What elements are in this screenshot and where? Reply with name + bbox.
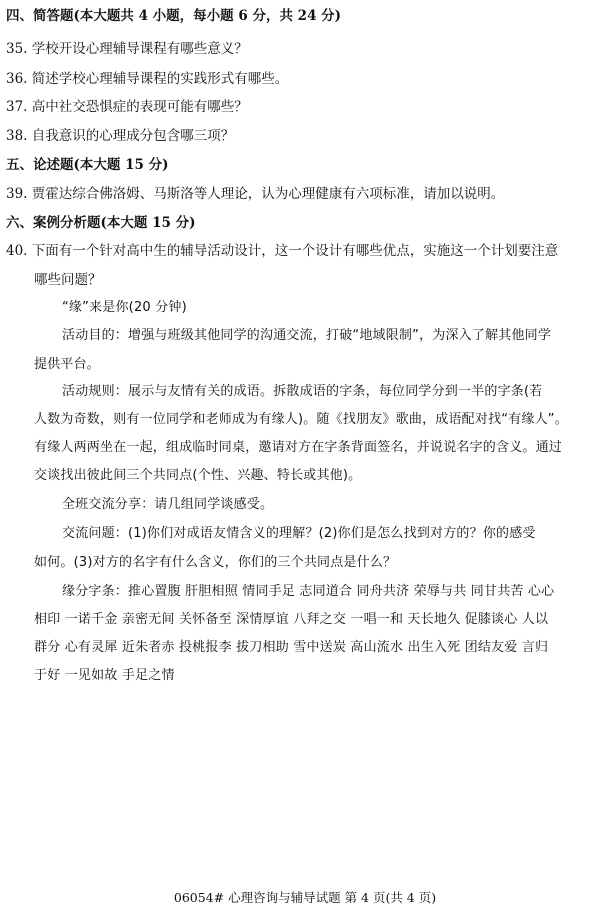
section-heading-short-answer: 四、简答题(本大题共 4 小题，每小题 6 分，共 24 分) xyxy=(6,8,342,24)
activity-title: “缘”来是你(20 分钟) xyxy=(62,300,187,315)
case-line: 交谈找出彼此间三个共同点(个性、兴趣、特长或其他)。 xyxy=(34,468,362,483)
case-line: 群分 心有灵犀 近朱者赤 投桃报李 拔刀相助 雪中送炭 高山流水 出生入死 团结友爱 言归 xyxy=(34,640,549,655)
case-line: 相印 一诺千金 亲密无间 关怀备至 深情厚谊 八拜之交 一唱一和 天长地久 促膝谈心 人以 xyxy=(34,612,549,627)
question-36: 36. 简述学校心理辅导课程的实践形式有哪些。 xyxy=(6,71,289,87)
section-heading-case: 六、案例分析题(本大题 15 分) xyxy=(6,215,196,231)
case-line: 有缘人两两坐在一起，组成临时同桌，邀请对方在字条背面签名，并说说名字的含义。通过 xyxy=(34,440,563,455)
case-line: 交流问题：(1)你们对成语友情含义的理解？(2)你们是怎么找到对方的？你的感受 xyxy=(62,526,536,541)
case-line: 全班交流分享：请几组同学谈感受。 xyxy=(62,497,274,512)
question-37: 37. 高中社交恐惧症的表现可能有哪些？ xyxy=(6,99,248,115)
question-40-line-1: 40. 下面有一个针对高中生的辅导活动设计，这一个设计有哪些优点，实施这一个计划要注意 xyxy=(6,243,559,259)
question-38: 38. 自我意识的心理成分包含哪三项？ xyxy=(6,128,235,144)
case-line: 如何。(3)对方的名字有什么含义，你们的三个共同点是什么？ xyxy=(34,555,397,570)
case-line: 于好 一见如故 手足之情 xyxy=(34,668,175,683)
case-line: 活动规则：展示与友情有关的成语。拆散成语的字条，每位同学分到一半的字条(若 xyxy=(62,384,543,399)
case-line: 缘分字条：推心置腹 肝胆相照 情同手足 志同道合 同舟共济 荣辱与共 同甘共苦 心心 xyxy=(62,584,555,599)
question-39: 39. 贾霍达综合佛洛姆、马斯洛等人理论，认为心理健康有六项标准，请加以说明。 xyxy=(6,186,505,202)
case-line: 活动目的：增强与班级其他同学的沟通交流，打破“地域限制”，为深入了解其他同学 xyxy=(62,328,552,343)
question-35: 35. 学校开设心理辅导课程有哪些意义？ xyxy=(6,41,248,57)
case-line: 人数为奇数，则有一位同学和老师成为有缘人)。随《找朋友》歌曲，成语配对找“有缘人”。 xyxy=(34,412,568,427)
section-heading-essay: 五、论述题(本大题 15 分) xyxy=(6,157,169,173)
case-line: 提供平台。 xyxy=(34,357,101,372)
page-footer: 06054# 心理咨询与辅导试题 第 4 页(共 4 页) xyxy=(173,890,437,905)
question-40-line-2: 哪些问题？ xyxy=(34,272,102,288)
